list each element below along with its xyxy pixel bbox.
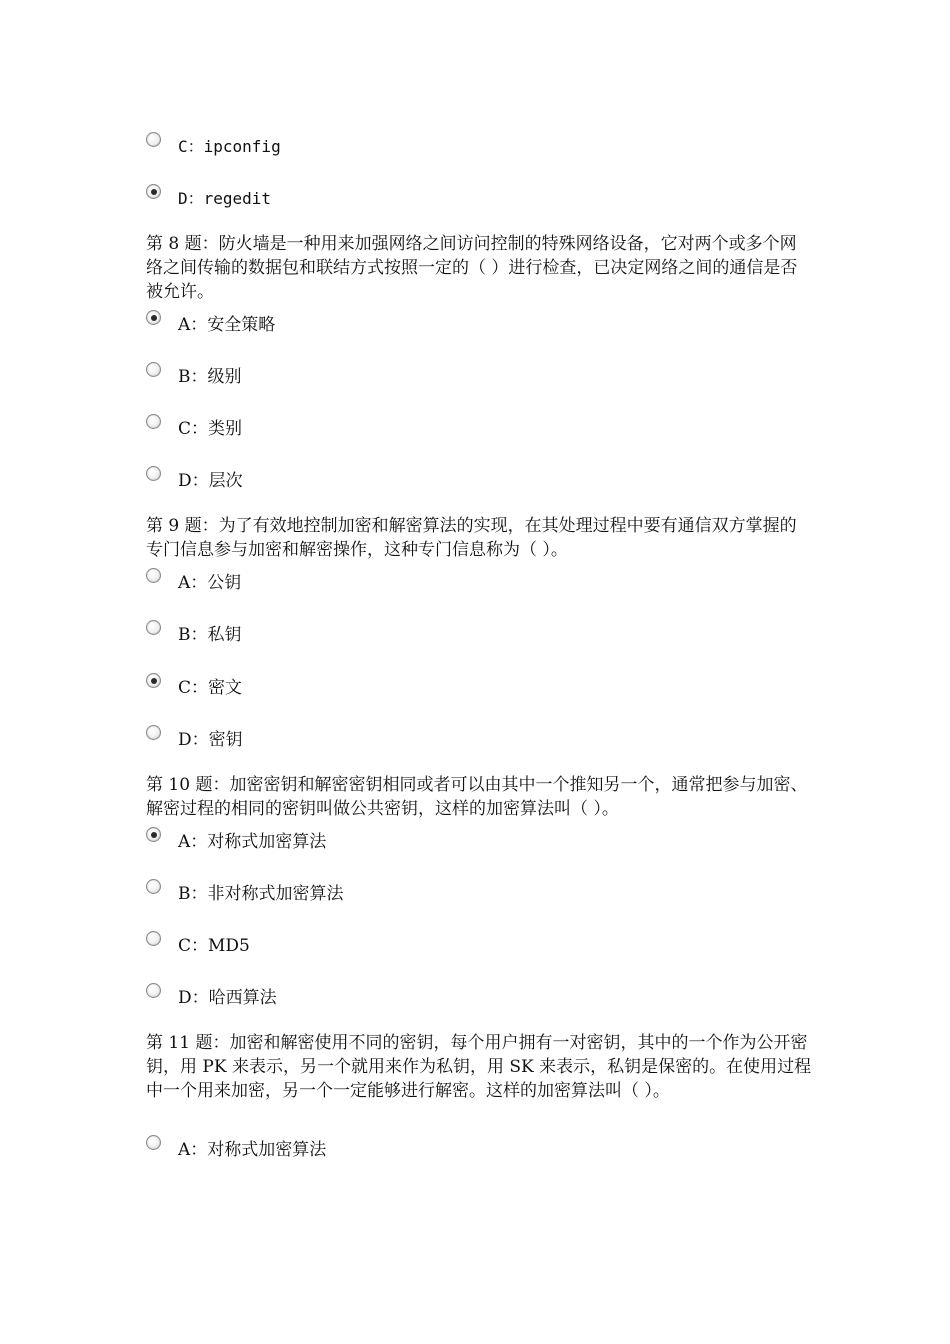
option-q9-b[interactable] (146, 624, 242, 646)
option-q10-c[interactable] (146, 935, 250, 957)
option-q10-d[interactable] (146, 987, 277, 1009)
option-q10-a[interactable] (146, 831, 326, 853)
option-label: D：层次 (178, 471, 243, 491)
radio-button-checked-icon[interactable] (146, 673, 161, 688)
option-label: C：ipconfig (178, 137, 281, 156)
option-label: A：对称式加密算法 (178, 1140, 327, 1160)
option-label: A：公钥 (178, 573, 242, 593)
radio-button-icon[interactable] (146, 931, 161, 946)
radio-button-icon[interactable] (146, 725, 161, 740)
option-q8-b[interactable] (146, 366, 242, 388)
radio-button-icon[interactable] (146, 983, 161, 998)
radio-button-checked-icon[interactable] (146, 184, 161, 199)
option-label: A：安全策略 (178, 315, 276, 335)
option-label: D：哈西算法 (178, 988, 277, 1008)
radio-button-icon[interactable] (146, 1135, 161, 1150)
option-q9-a[interactable] (146, 572, 241, 594)
radio-button-icon[interactable] (146, 620, 161, 635)
question-9-text: 第 9 题：为了有效地控制加密和解密算法的实现，在其处理过程中要有通信双方掌握的专门信息参与加密和解密操作，这种专门信息称为（ ）。 (146, 516, 797, 560)
radio-button-icon[interactable] (146, 362, 161, 377)
option-q8-d[interactable] (146, 470, 243, 492)
option-label: B：私钥 (178, 625, 242, 645)
radio-button-icon[interactable] (146, 132, 161, 147)
radio-button-icon[interactable] (146, 466, 161, 481)
option-label: C：密文 (178, 678, 243, 698)
option-label: C：类别 (178, 419, 243, 439)
option-label: C：MD5 (178, 936, 250, 956)
option-label: D：regedit (178, 189, 272, 208)
option-label: B：非对称式加密算法 (178, 884, 344, 904)
option-q8-a[interactable] (146, 314, 275, 336)
radio-button-checked-icon[interactable] (146, 827, 161, 842)
option-q9-d[interactable] (146, 729, 243, 751)
option-prev-d[interactable] (146, 188, 271, 210)
question-11-text: 第 11 题：加密和解密使用不同的密钥，每个用户拥有一对密钥，其中的一个作为公开密钥，用 PK 来表示，另一个就用来作为私钥，用 SK 来表示，私钥是保密的。在使用过程中一个用来加密，另一个一定能够进行解密。这样的加密算法叫（ ）。 (146, 1033, 812, 1101)
option-label: D：密钥 (178, 730, 243, 750)
option-prev-c[interactable] (146, 136, 281, 158)
radio-button-icon[interactable] (146, 879, 161, 894)
radio-button-icon[interactable] (146, 414, 161, 429)
question-8-text: 第 8 题：防火墙是一种用来加强网络之间访问控制的特殊网络设备，它对两个或多个网络之间传输的数据包和联结方式按照一定的（ ）进行检查，已决定网络之间的通信是否被允许。 (146, 234, 798, 302)
option-label: B：级别 (178, 367, 242, 387)
option-q8-c[interactable] (146, 418, 242, 440)
option-q11-a[interactable] (146, 1139, 326, 1161)
radio-button-checked-icon[interactable] (146, 310, 161, 325)
option-label: A：对称式加密算法 (178, 832, 327, 852)
option-q10-b[interactable] (146, 883, 344, 905)
option-q9-c[interactable] (146, 677, 242, 699)
radio-button-icon[interactable] (146, 568, 161, 583)
question-10-text: 第 10 题：加密密钥和解密密钥相同或者可以由其中一个推知另一个，通常把参与加密、解密过程的相同的密钥叫做公共密钥，这样的加密算法叫（ ）。 (146, 775, 808, 819)
